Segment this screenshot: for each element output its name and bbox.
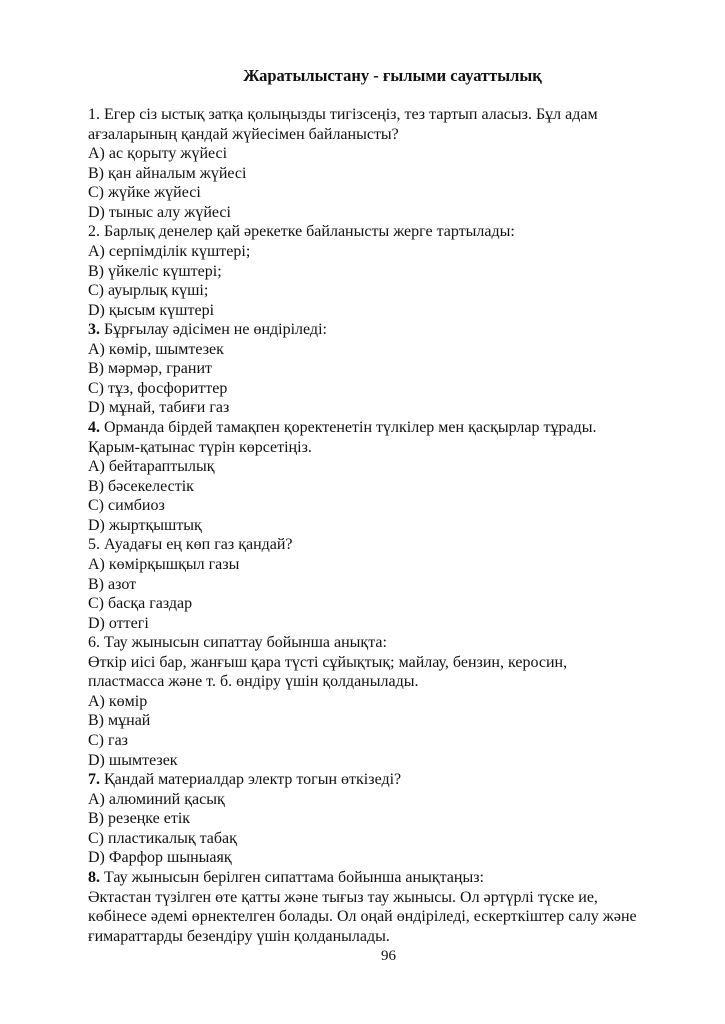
answer-option: A) алюминий қасық: [88, 790, 225, 808]
question-6: [88, 633, 637, 770]
question-text: Бұрғылау әдісімен не өндіріледі:: [104, 321, 327, 339]
answer-option: C) басқа газдар: [88, 595, 193, 613]
question-number: 6.: [88, 634, 100, 652]
question-text: Әктастан түзілген өте қатты және тығыз тау жынысы. Ол әртүрлі түске ие,: [88, 888, 598, 906]
question-text-line: [88, 927, 637, 947]
question-8: [88, 868, 637, 946]
answer-option: D) жыртқыштық: [88, 516, 202, 534]
question-text: ғимараттарды безендіру үшін қолданылады.: [88, 927, 390, 945]
answer-option: C) газ: [88, 732, 128, 749]
question-text: Ауадағы ең көп газ қандай?: [104, 536, 293, 554]
question-5: [88, 535, 637, 633]
answer-option: A) көмір: [88, 692, 148, 710]
answer-option: D) шымтезек: [88, 751, 178, 769]
answer-option: B) мұнай: [88, 712, 151, 730]
answer-option: C) ауырлық күші;: [88, 282, 209, 300]
question-text: Барлық денелер қай әрекетке байланысты жерге тартылады:: [104, 223, 515, 241]
question-text: Тау жынысын берілген сипаттама бойынша анықтаңыз:: [104, 868, 484, 886]
question-4: [88, 418, 637, 535]
question-text-line: [88, 222, 637, 242]
question-text-line: [88, 653, 637, 673]
question-text-line: [88, 535, 637, 555]
answer-option: A) бейтараптылық: [88, 458, 215, 476]
answer-option: A) көмір, шымтезек: [88, 340, 224, 358]
answer-option: C) тұз, фосфориттер: [88, 379, 228, 397]
answer-option: B) резеңке етік: [88, 810, 191, 828]
question-text-line: [88, 418, 637, 438]
question-text-line: [88, 125, 637, 145]
question-1: [88, 105, 637, 222]
answer-option: D) оттегі: [88, 614, 149, 632]
answer-option: D) қысым күштері: [88, 301, 215, 319]
question-list: [88, 105, 637, 946]
question-number: 7.: [88, 771, 100, 789]
question-text-line: [88, 633, 637, 653]
answer-option: C) симбиоз: [88, 497, 165, 515]
question-number: 4.: [88, 419, 100, 436]
answer-option: B) қан айналым жүйесі: [88, 164, 247, 182]
question-text-line: [88, 105, 637, 125]
question-text: Орманда бірдей тамақпен қоректенетін түлкілер мен қасқырлар тұрады.: [104, 419, 597, 436]
question-text: ағзаларының қандай жүйесімен байланысты?: [88, 125, 399, 143]
question-7: [88, 770, 637, 868]
question-text-line: [88, 320, 637, 340]
answer-option: A) ас қорыту жүйесі: [88, 145, 228, 163]
question-number: 1.: [88, 106, 100, 123]
answer-option: B) үйкеліс күштері;: [88, 262, 222, 280]
answer-option: B) бәсекелестік: [88, 477, 194, 495]
question-number: 2.: [88, 223, 100, 241]
question-text: Егер сіз ыстық затқа қолыңызды тигізсеңіз, тез тартып аласыз. Бұл адам: [104, 106, 598, 123]
answer-option: D) мұнай, табиғи газ: [88, 399, 230, 417]
question-text-line: [88, 672, 637, 692]
question-number: 8.: [88, 868, 100, 886]
question-text-line: [88, 438, 637, 458]
question-text: Қандай материалдар электр тогын өткізеді?: [104, 771, 402, 789]
answer-option: A) көмірқышқыл газы: [88, 555, 240, 573]
page-number: 96: [381, 948, 396, 964]
answer-option: B) мәрмәр, гранит: [88, 360, 212, 378]
answer-option: C) жүйке жүйесі: [88, 184, 201, 202]
question-text: көбінесе әдемі өрнектелген болады. Ол оңай өндіріледі, ескерткіштер салу және: [88, 908, 637, 926]
question-3: [88, 320, 637, 418]
question-text: Тау жынысын сипаттау бойынша анықта:: [104, 634, 387, 652]
answer-option: D) Фарфор шыныаяқ: [88, 849, 232, 867]
question-text: пластмасса және т. б. өндіру үшін қолданылады.: [88, 673, 419, 691]
answer-option: D) тыныс алу жүйесі: [88, 203, 231, 221]
answer-option: B) азот: [88, 575, 137, 593]
question-text-line: [88, 907, 637, 927]
question-text: Өткір иісі бар, жанғыш қара түсті сұйықтық; майлау, бензин, керосин,: [88, 653, 568, 671]
question-text-line: [88, 868, 637, 888]
answer-option: A) серпімділік күштері;: [88, 242, 251, 260]
question-text-line: [88, 770, 637, 790]
page-title: Жаратылыстану - ғылыми сауаттылық: [243, 66, 542, 85]
answer-option: C) пластикалық табақ: [88, 829, 237, 847]
question-text: Қарым-қатынас түрін көрсетіңіз.: [88, 438, 312, 456]
question-text-line: [88, 888, 637, 908]
question-number: 5.: [88, 536, 100, 554]
question-number: 3.: [88, 321, 100, 339]
question-2: [88, 222, 637, 320]
